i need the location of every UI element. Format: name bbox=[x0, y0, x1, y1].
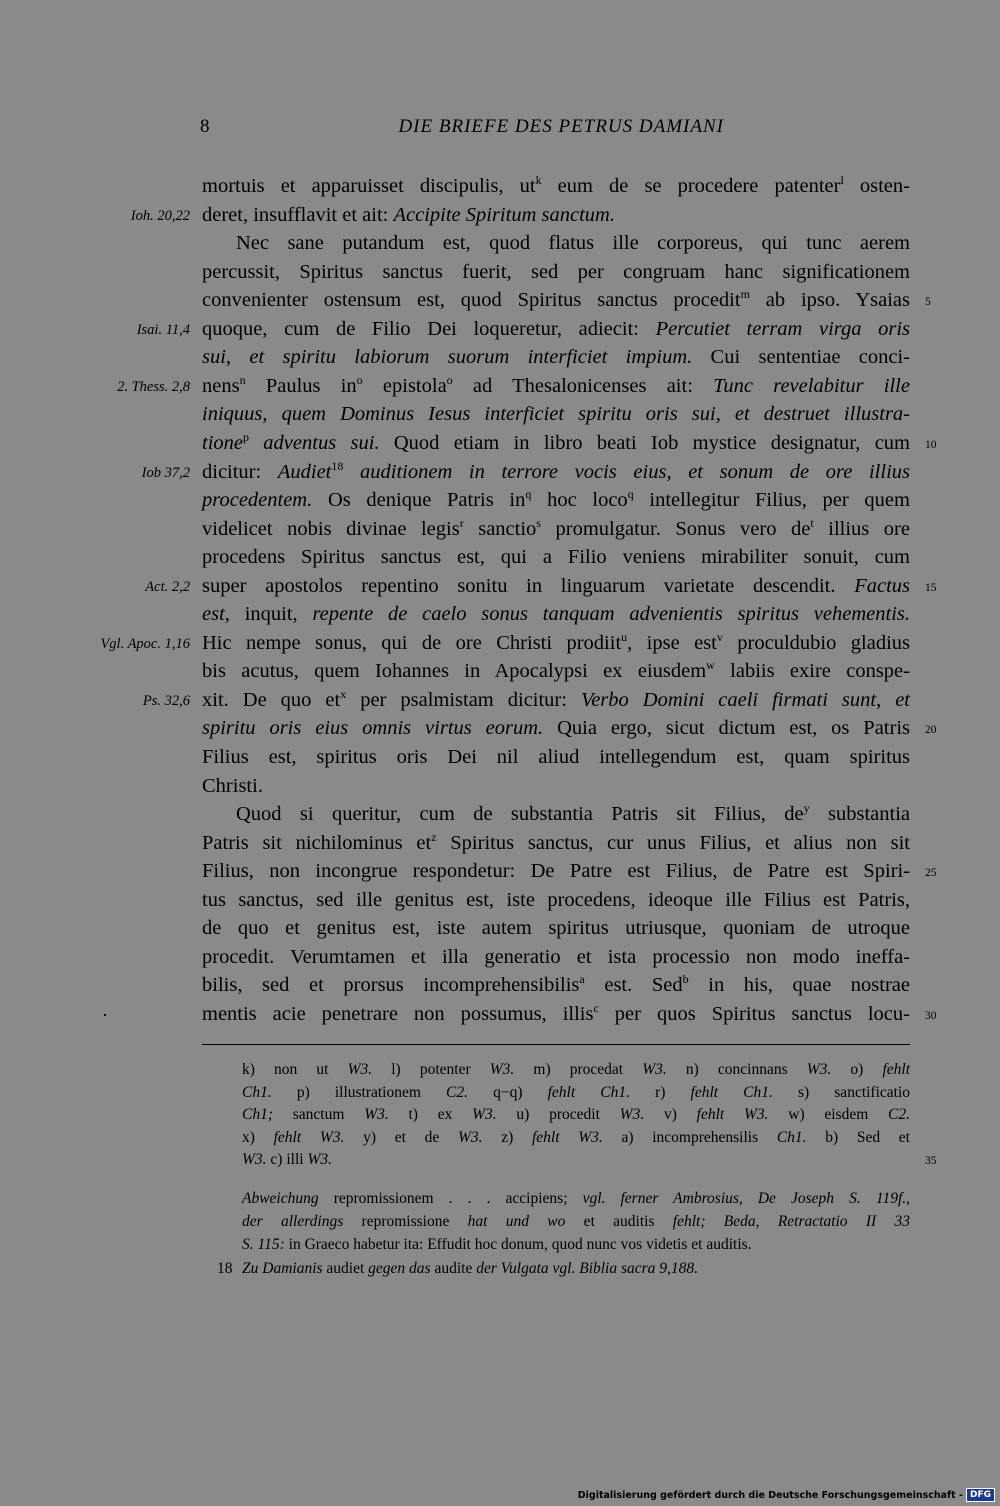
italic-text: sui, et spiritu labiorum suorum interficiet impium. bbox=[202, 346, 693, 369]
text-line bbox=[202, 315, 910, 343]
line-number: 15 bbox=[925, 581, 937, 594]
roman-text: q−q) bbox=[468, 1083, 548, 1101]
sigil: k bbox=[535, 173, 542, 188]
italic-text: C2. bbox=[888, 1106, 911, 1124]
roman-text: sanctum bbox=[273, 1106, 365, 1124]
italic-text: der allerdings bbox=[242, 1213, 344, 1231]
text-line bbox=[202, 914, 910, 942]
roman-text: super apostolos repentino sonitu in linguarum varietate descendit. bbox=[202, 574, 855, 597]
roman-text: epistola bbox=[362, 374, 447, 397]
sigil: q bbox=[627, 487, 634, 502]
roman-text: n) concinnans bbox=[666, 1061, 807, 1078]
roman-text: ad Thesalonicenses ait: bbox=[452, 374, 714, 397]
line-number: 20 bbox=[925, 724, 937, 737]
sigil: u bbox=[621, 629, 628, 644]
roman-text: procedens Spiritus sanctus est, qui a Filio veniens mirabiliter sonuit, cum bbox=[202, 546, 910, 569]
italic-text: W3. bbox=[642, 1061, 667, 1078]
roman-text: bilis, sed et prorsus incomprehensibilis bbox=[202, 974, 580, 997]
italic-text: Percutiet terram virga oris bbox=[655, 317, 910, 340]
dfg-logo: DFG bbox=[966, 1488, 995, 1502]
roman-text: Nec sane putandum est, quod flatus ille corporeus, qui tunc aerem bbox=[236, 232, 910, 255]
running-title: DIE BRIEFE DES PETRUS DAMIANI bbox=[398, 116, 724, 137]
speck bbox=[104, 1014, 106, 1016]
text-line bbox=[202, 372, 910, 400]
sigil: b bbox=[682, 972, 689, 987]
roman-text: x) bbox=[242, 1128, 274, 1146]
roman-text: y) et de bbox=[344, 1128, 458, 1146]
italic-text: auditionem in terrore vocis eius, et sonum de ore illius bbox=[343, 460, 910, 483]
line-number: 30 bbox=[925, 1009, 937, 1022]
italic-text: C2. bbox=[446, 1083, 468, 1101]
italic-text: Accipite Spiritum sanctum. bbox=[393, 203, 615, 226]
sigil: v bbox=[716, 629, 723, 644]
roman-text: mentis acie penetrare non possumus, illis bbox=[202, 1002, 594, 1025]
text-line bbox=[202, 743, 910, 771]
text-line bbox=[202, 458, 910, 486]
roman-text: t) ex bbox=[388, 1106, 473, 1124]
roman-text: illius ore bbox=[813, 517, 910, 540]
text-line bbox=[202, 772, 910, 800]
text-line bbox=[202, 857, 910, 885]
sigil: z bbox=[431, 829, 437, 844]
sigil: m bbox=[740, 287, 750, 302]
roman-text: in his, quae nostrae bbox=[688, 974, 910, 997]
text-line bbox=[202, 258, 910, 286]
roman-text: w) eisdem bbox=[768, 1106, 889, 1124]
sigil: 18 bbox=[331, 458, 344, 473]
line-number: 25 bbox=[925, 867, 937, 880]
roman-text: de quo et genitus est, iste autem spiritus utriusque, quoniam de utroque bbox=[202, 917, 910, 940]
roman-text: repromissione bbox=[343, 1213, 468, 1231]
italic-text: hat und wo bbox=[467, 1213, 566, 1231]
italic-text: fehlt bbox=[882, 1061, 911, 1078]
italic-text: spiritu oris eius omnis virtus eorum. bbox=[202, 717, 544, 740]
roman-text: per quos Spiritus sanctus locu- bbox=[598, 1002, 910, 1025]
roman-text: p) illustrationem bbox=[271, 1083, 447, 1101]
roman-text: inquit, bbox=[229, 603, 313, 626]
italic-text: procedentem. bbox=[202, 489, 313, 512]
roman-text: eum de se procedere patenter bbox=[541, 175, 841, 197]
italic-text: Factus bbox=[854, 574, 910, 597]
roman-text: Cui sententiae conci- bbox=[692, 346, 910, 369]
italic-text: fehlt; Beda, Retractatio II 33 bbox=[672, 1213, 910, 1231]
sigil: c bbox=[593, 1001, 599, 1016]
sigil: r bbox=[459, 515, 464, 530]
roman-text: osten- bbox=[843, 175, 910, 197]
text-line bbox=[202, 600, 910, 628]
italic-text: Ch1; bbox=[242, 1106, 273, 1124]
sigil: t bbox=[810, 515, 814, 530]
text-line bbox=[202, 515, 910, 543]
sigil: w bbox=[706, 658, 715, 673]
page-number: 8 bbox=[200, 116, 210, 137]
sigil: l bbox=[840, 173, 844, 188]
apparatus-line bbox=[242, 1104, 910, 1126]
italic-text: Ch1. bbox=[242, 1083, 272, 1101]
italic-text: Audiet bbox=[277, 460, 332, 483]
line-number: 35 bbox=[925, 1155, 937, 1168]
roman-text: repromissionem . . . accipiens; bbox=[318, 1190, 583, 1207]
italic-text: adventus sui. bbox=[249, 431, 380, 454]
roman-text: mortuis et apparuisset discipulis, ut bbox=[202, 175, 536, 197]
margin-reference: Ioh. 20,22 bbox=[130, 207, 190, 224]
italic-text: S. 115: bbox=[242, 1236, 285, 1254]
roman-text: Quia ergo, sicut dictum est, os Patris bbox=[543, 717, 910, 740]
text-line bbox=[202, 657, 910, 685]
roman-text: o) bbox=[831, 1061, 883, 1078]
roman-text: in Graeco habetur ita: Effudit hoc donum, quod nunc vos videtis et auditis. bbox=[284, 1236, 752, 1254]
roman-text: deret, insufflavit et ait: bbox=[202, 203, 394, 226]
margin-reference: Ps. 32,6 bbox=[142, 692, 190, 709]
roman-text: audiet bbox=[322, 1259, 369, 1277]
text-line bbox=[202, 572, 910, 600]
note-line bbox=[242, 1188, 910, 1210]
note-line bbox=[242, 1234, 910, 1256]
margin-reference: Isai. 11,4 bbox=[136, 321, 190, 338]
sigil: p bbox=[243, 430, 249, 445]
roman-text: videlicet nobis divinae legis bbox=[202, 517, 460, 540]
roman-text: dicitur: bbox=[202, 460, 278, 483]
roman-text: l) potenter bbox=[372, 1061, 490, 1078]
apparatus-line bbox=[242, 1127, 910, 1149]
text-line bbox=[202, 943, 910, 971]
italic-text: fehlt W3. bbox=[531, 1128, 603, 1146]
roman-text: xit. De quo et bbox=[202, 688, 341, 711]
note-line bbox=[242, 1258, 910, 1280]
margin-reference: Act. 2,2 bbox=[145, 578, 190, 595]
italic-text: fehlt Ch1. bbox=[690, 1083, 773, 1101]
text-line bbox=[236, 229, 910, 257]
sigil: o bbox=[446, 373, 453, 388]
roman-text: c) illi bbox=[266, 1151, 308, 1169]
sigil: x bbox=[340, 687, 347, 702]
roman-text: Spiritus sanctus, cur unus Filius, et alius non sit bbox=[436, 831, 910, 854]
roman-text: Christi. bbox=[202, 774, 263, 797]
text-line bbox=[202, 886, 910, 914]
roman-text: audite bbox=[430, 1259, 477, 1277]
roman-text: Filius est, spiritus oris Dei nil aliud intellegendum est, quam spiritus bbox=[202, 746, 910, 768]
sigil: a bbox=[579, 972, 585, 987]
italic-text: vgl. ferner Ambrosius, De Joseph S. 119f., bbox=[582, 1190, 911, 1207]
italic-text: W3. bbox=[619, 1106, 645, 1124]
sigil: o bbox=[356, 373, 363, 388]
roman-text: Quod etiam in libro beati Iob mystice designatur, cum bbox=[379, 431, 911, 454]
roman-text: per psalmistam dicitur: bbox=[346, 688, 581, 711]
apparatus-line bbox=[242, 1082, 910, 1104]
roman-text: quoque, cum de Filio Dei loqueretur, adiecit: bbox=[202, 317, 656, 340]
italic-text: Verbo Domini caeli firmati sunt, et bbox=[580, 688, 910, 711]
roman-text: a) incomprehensilis bbox=[602, 1128, 777, 1146]
italic-text: Ch1. bbox=[776, 1128, 807, 1146]
roman-text: s) sanctificatio bbox=[772, 1083, 911, 1101]
roman-text: intellegitur Filius, per quem bbox=[633, 489, 910, 512]
roman-text: ab ipso. Ysaias bbox=[749, 289, 910, 312]
italic-text: W3. bbox=[364, 1106, 389, 1124]
text-line bbox=[202, 172, 910, 200]
italic-text: iniquus, quem Dominus Iesus interficiet spiritu oris sui, et destruet illustra- bbox=[202, 403, 910, 426]
roman-text: labiis exire conspe- bbox=[714, 660, 910, 683]
apparatus-line bbox=[242, 1149, 910, 1171]
sigil: q bbox=[525, 487, 532, 502]
text-line bbox=[202, 286, 910, 314]
roman-text: r) bbox=[629, 1083, 691, 1101]
italic-text: W3. bbox=[307, 1151, 332, 1169]
text-line bbox=[202, 429, 910, 457]
text-line bbox=[236, 800, 910, 828]
roman-text: sanctio bbox=[463, 517, 537, 540]
roman-text: procedit. Verumtamen et illa generatio et ista processio non modo ineffa- bbox=[202, 945, 910, 968]
text-line bbox=[202, 1000, 910, 1028]
roman-text: k) non ut bbox=[242, 1061, 348, 1078]
text-line bbox=[202, 971, 910, 999]
line-number: 10 bbox=[925, 438, 937, 451]
text-line bbox=[202, 343, 910, 371]
italic-text: W3. bbox=[806, 1061, 832, 1078]
roman-text: b) Sed et bbox=[806, 1128, 910, 1146]
roman-text: u) procedit bbox=[496, 1106, 620, 1124]
roman-text: z) bbox=[482, 1128, 532, 1146]
roman-text: est. Sed bbox=[584, 974, 683, 997]
footnote-rule bbox=[202, 1044, 910, 1045]
credit-text: Digitalisierung gefördert durch die Deutsche Forschungsgemeinschaft - bbox=[577, 1489, 963, 1501]
roman-text: , ipse est bbox=[627, 631, 717, 654]
roman-text: et auditis bbox=[565, 1213, 673, 1231]
text-line bbox=[202, 829, 910, 857]
italic-text: fehlt W3. bbox=[696, 1106, 769, 1124]
apparatus-line bbox=[242, 1059, 910, 1081]
roman-text: promulgatur. Sonus vero de bbox=[540, 517, 811, 540]
roman-text: convenienter ostensum est, quod Spiritus sanctus procedit bbox=[202, 289, 741, 312]
sigil: y bbox=[803, 801, 810, 816]
italic-text: W3. bbox=[242, 1151, 267, 1169]
text-line bbox=[202, 486, 910, 514]
italic-text: fehlt Ch1. bbox=[547, 1083, 630, 1101]
italic-text: W3. bbox=[472, 1106, 497, 1124]
roman-text: proculdubio gladius bbox=[722, 631, 910, 654]
text-line bbox=[202, 686, 910, 714]
text-line bbox=[202, 400, 910, 428]
roman-text: v) bbox=[644, 1106, 697, 1124]
roman-text: Hic nempe sonus, qui de ore Christi prodiit bbox=[202, 631, 622, 654]
italic-text: Zu Damianis bbox=[242, 1259, 323, 1277]
italic-text: W3. bbox=[347, 1061, 373, 1078]
margin-reference: 2. Thess. 2,8 bbox=[117, 378, 190, 395]
digitization-credit bbox=[578, 1487, 995, 1503]
roman-text: m) procedat bbox=[514, 1061, 643, 1078]
roman-text: substantia bbox=[809, 803, 910, 826]
text-line bbox=[202, 543, 910, 571]
italic-text: Tunc revelabitur ille bbox=[713, 374, 910, 397]
roman-text: nens bbox=[202, 374, 240, 397]
roman-text: Quod si queritur, cum de substantia Patris sit Filius, de bbox=[236, 803, 804, 826]
italic-text: der Vulgata vgl. Biblia sacra 9,188. bbox=[476, 1259, 699, 1277]
margin-reference: Iob 37,2 bbox=[141, 464, 190, 481]
italic-text: Abweichung bbox=[242, 1190, 319, 1207]
text-line bbox=[202, 201, 910, 229]
margin-reference: Vgl. Apoc. 1,16 bbox=[100, 635, 190, 652]
italic-text: repente de caelo sonus tanquam advenientis spiritus vehementis. bbox=[312, 603, 911, 626]
text-line bbox=[202, 714, 910, 742]
italic-text: tione bbox=[202, 431, 243, 454]
roman-text: tus sanctus, sed ille genitus est, iste procedens, ideoque ille Filius est Patris, bbox=[202, 888, 910, 911]
roman-text: bis acutus, quem Iohannes in Apocalypsi ex eiusdem bbox=[202, 660, 707, 683]
note-number: 18 bbox=[217, 1259, 233, 1277]
italic-text: gegen das bbox=[368, 1259, 431, 1277]
roman-text: Filius, non incongrue respondetur: De Patre est Filius, de Patre est Spiri- bbox=[202, 860, 910, 883]
italic-text: W3. bbox=[457, 1128, 483, 1146]
italic-text: W3. bbox=[489, 1061, 515, 1078]
line-number: 5 bbox=[925, 296, 931, 309]
roman-text: percussit, Spiritus sanctus fuerit, sed per congruam hanc significationem bbox=[202, 260, 910, 283]
roman-text: Patris sit nichilominus et bbox=[202, 831, 432, 854]
sigil: n bbox=[239, 373, 246, 388]
roman-text: Os denique Patris in bbox=[312, 489, 526, 512]
note-line bbox=[242, 1211, 910, 1233]
sigil: s bbox=[536, 515, 541, 530]
italic-text: est, bbox=[202, 603, 230, 626]
roman-text: hoc loco bbox=[531, 489, 628, 512]
text-line bbox=[202, 629, 910, 657]
roman-text: Paulus in bbox=[245, 374, 357, 397]
italic-text: fehlt W3. bbox=[273, 1128, 345, 1146]
page-header bbox=[200, 116, 724, 146]
